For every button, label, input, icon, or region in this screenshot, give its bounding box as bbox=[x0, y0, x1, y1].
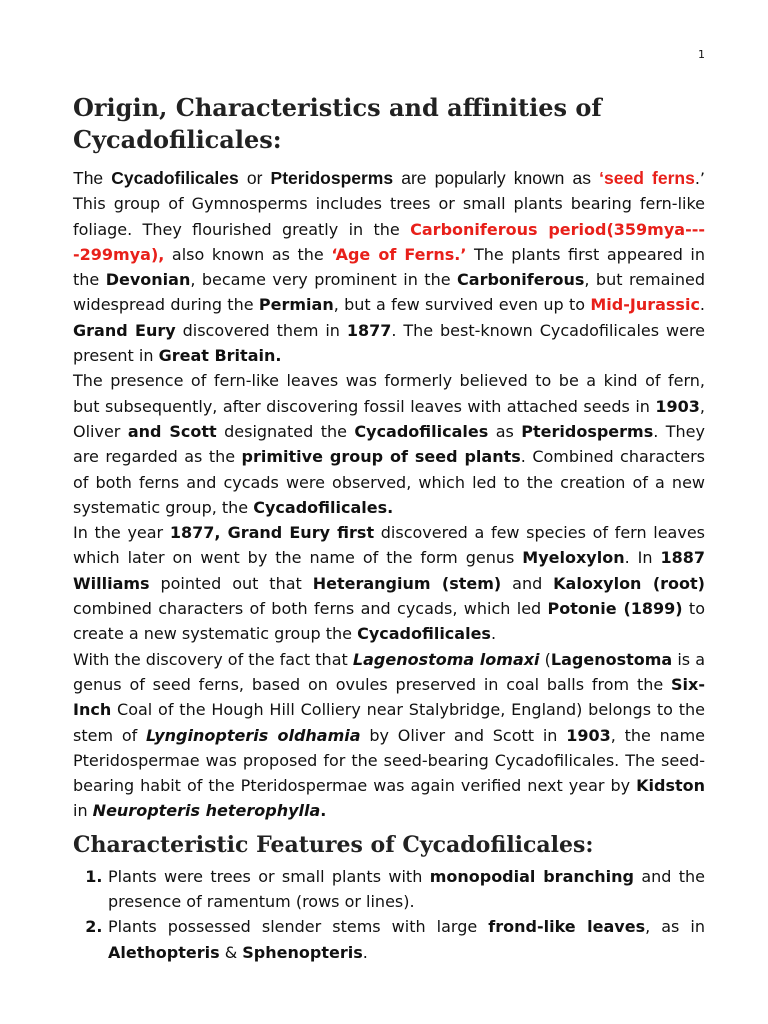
term: Cycadofilicales bbox=[354, 421, 489, 441]
text: , but remained widespread during the bbox=[73, 270, 706, 315]
term: Great Britain. bbox=[158, 346, 282, 366]
term: Cycadofilicales. bbox=[253, 497, 394, 517]
paragraph-fern-leaves bbox=[73, 368, 705, 520]
page-title: Origin, Characteristics and affinities of Cycadofilicales: bbox=[73, 93, 602, 154]
species-name: Neuropteris heterophylla bbox=[92, 801, 321, 821]
term: 1903 bbox=[566, 725, 611, 745]
species-name: Lagenostoma lomaxi bbox=[352, 649, 540, 669]
term: primitive group of seed plants bbox=[241, 447, 521, 467]
text: . The best-known Cycadofilicales were present in bbox=[73, 320, 706, 366]
term: Myeloxylon bbox=[522, 548, 625, 568]
paragraph-intro bbox=[73, 166, 705, 368]
document-body bbox=[73, 92, 705, 965]
term: Pteridosperms bbox=[521, 421, 654, 441]
text: to create a new systematic group the bbox=[73, 599, 705, 644]
text: , but a few survived even up to bbox=[333, 295, 591, 315]
text: or bbox=[238, 168, 271, 188]
term: Carboniferous bbox=[457, 270, 585, 290]
text: . bbox=[490, 624, 497, 644]
highlight-term: Carboniferous period(359mya----299mya), bbox=[73, 219, 705, 264]
text: , became very prominent in the bbox=[190, 270, 458, 290]
term: Cycadofilicales bbox=[111, 168, 239, 188]
term: Permian bbox=[258, 295, 334, 315]
text: ( bbox=[539, 649, 551, 669]
text: and the presence of ramentum (rows or lines). bbox=[108, 866, 706, 912]
term: Heterangium (stem) bbox=[312, 573, 502, 593]
text: Plants possessed slender stems with large bbox=[108, 917, 489, 937]
section-heading: Characteristic Features of Cycadofilicales: bbox=[73, 831, 594, 858]
term: Six-Inch bbox=[73, 674, 705, 720]
term: Kidston bbox=[636, 776, 705, 796]
term: 1903 bbox=[655, 396, 700, 416]
text: The plants first appeared in the bbox=[73, 244, 705, 290]
highlight-term: Mid-Jurassic bbox=[590, 295, 700, 315]
text: With the discovery of the fact that bbox=[73, 649, 353, 669]
paragraph-lagenostoma bbox=[73, 647, 705, 824]
features-list bbox=[73, 864, 705, 965]
term: and Scott bbox=[127, 421, 217, 441]
list-item bbox=[108, 864, 705, 915]
term: 1877, Grand Eury first bbox=[169, 523, 375, 543]
term: Cycadofilicales bbox=[357, 624, 491, 644]
text: Coal of the Hough Hill Colliery near Stalybridge, England) belongs to the stem of bbox=[73, 700, 705, 745]
text: also known as the bbox=[164, 244, 332, 264]
text: pointed out that bbox=[149, 573, 313, 593]
page-number: 1 bbox=[698, 48, 705, 61]
text: . Combined characters of both ferns and cycads were observed, which led to the creation of a new systematic group, the bbox=[73, 447, 705, 517]
text: Plants were trees or small plants with bbox=[108, 866, 430, 886]
text: and bbox=[501, 573, 554, 593]
text: .’ This group of Gymnosperms includes trees or small plants bearing fern-like foliage. They flourished greatly in the bbox=[73, 169, 705, 239]
text: The bbox=[73, 168, 112, 188]
term: Grand Eury bbox=[73, 320, 176, 340]
text: , Oliver bbox=[73, 396, 705, 441]
term: Devonian bbox=[105, 270, 191, 290]
paragraph-history bbox=[73, 520, 705, 646]
text: as bbox=[488, 421, 522, 441]
text: discovered them in bbox=[175, 320, 347, 340]
term: Potonie (1899) bbox=[547, 599, 683, 619]
term: 1877 bbox=[346, 320, 392, 340]
text: are popularly known as bbox=[393, 168, 600, 188]
text: by Oliver and Scott in bbox=[360, 725, 567, 745]
term: monopodial branching bbox=[429, 866, 634, 886]
highlight-term: ‘seed ferns bbox=[599, 168, 695, 188]
text: . In bbox=[624, 548, 661, 568]
text: . bbox=[699, 295, 706, 315]
text: discovered a few species of fern leaves which later on went by the name of the form genus bbox=[73, 523, 705, 568]
text: . bbox=[362, 942, 368, 962]
text: , the name Pteridospermae was proposed for the seed-bearing Cycadofilicales. The seed-bearing habit of the Pteridospermae was again verified next year by bbox=[73, 725, 706, 796]
text: The presence of fern-like leaves was formerly believed to be a kind of fern, but subsequently, after discovering fossil leaves with attached seeds in bbox=[73, 371, 705, 416]
term: Alethopteris bbox=[108, 942, 220, 962]
text: designated the bbox=[216, 421, 355, 441]
text: In the year bbox=[73, 523, 170, 543]
text: is a genus of seed ferns, based on ovules preserved in coal balls from the bbox=[73, 649, 706, 694]
text: combined characters of both ferns and cycads, which led bbox=[73, 599, 548, 619]
term: Sphenopteris bbox=[242, 942, 363, 962]
text: in bbox=[73, 801, 93, 821]
text: , as in bbox=[645, 917, 705, 937]
text: & bbox=[219, 942, 243, 962]
highlight-term: ‘Age of Ferns.’ bbox=[331, 244, 467, 264]
text: . They are regarded as the bbox=[73, 421, 705, 467]
term: Kaloxylon (root) bbox=[553, 573, 705, 593]
term: frond-like leaves bbox=[488, 917, 646, 937]
term: 1887 Williams bbox=[73, 548, 705, 593]
list-item bbox=[108, 914, 705, 965]
term: Pteridosperms bbox=[270, 168, 394, 188]
term: . bbox=[320, 801, 327, 821]
term: Lagenostoma bbox=[550, 649, 673, 669]
species-name: Lynginopteris oldhamia bbox=[146, 725, 361, 745]
